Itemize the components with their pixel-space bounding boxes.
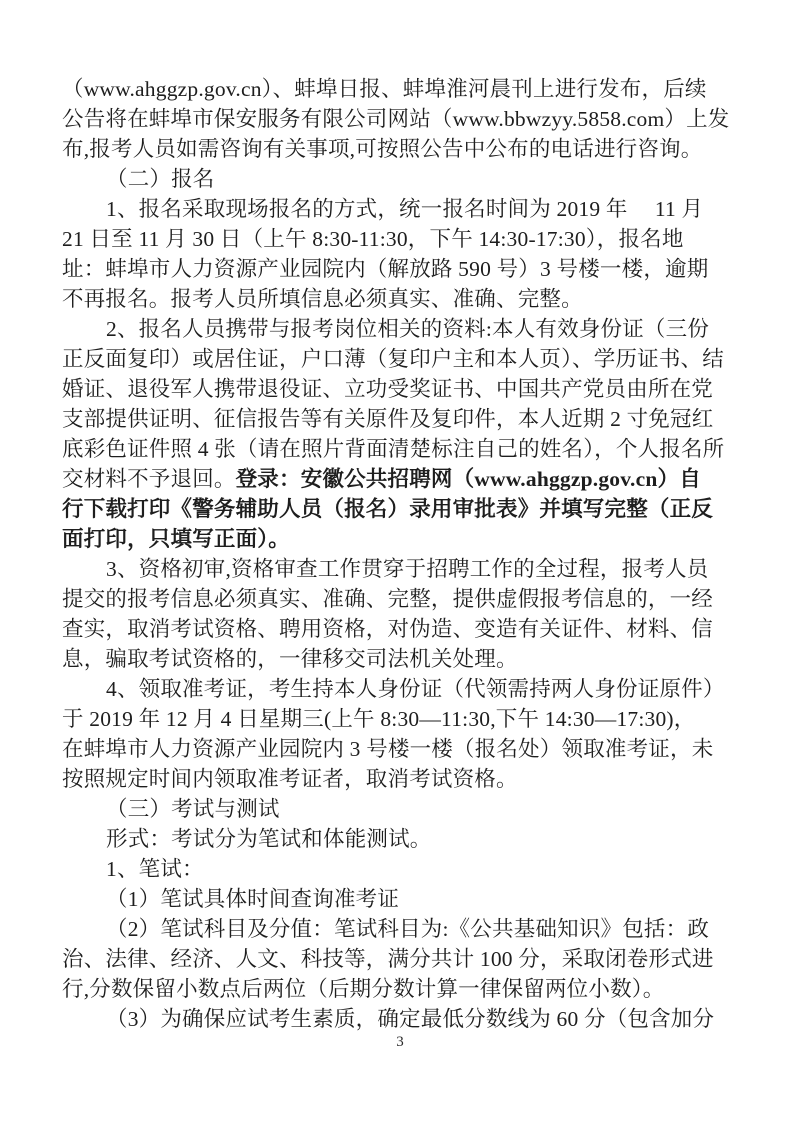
- text-segment: 正反面复印）或居住证，户口薄（复印户主和本人页）、学历证书、结: [62, 347, 724, 371]
- bold-text-segment: 登录：安徽公共招聘网（www.ahggzp.gov.cn）自: [235, 467, 701, 491]
- text-segment: 4、领取准考证，考生持本人身份证（代领需持两人身份证原件）: [106, 677, 725, 701]
- text-segment: 2、报名人员携带与报考岗位相关的资料:本人有效身份证（三份: [106, 317, 710, 341]
- text-line: [62, 194, 723, 224]
- text-segment: （三）考试与测试: [106, 797, 280, 821]
- text-segment: （1）笔试具体时间查询准考证: [106, 887, 400, 911]
- text-segment: 行,分数保留小数点后两位（后期分数计算一律保留两位小数）。: [62, 977, 665, 1001]
- text-line: [62, 374, 723, 404]
- text-segment: 提交的报考信息必须真实、准确、完整，提供虚假报考信息的，一经: [62, 587, 714, 611]
- text-line: [62, 254, 723, 284]
- text-segment: 公告将在蚌埠市保安服务有限公司网站（www.bbwzyy.5858.com）上发: [62, 107, 730, 131]
- text-segment: 不再报名。报考人员所填信息必须真实、准确、完整。: [62, 287, 583, 311]
- text-segment: 治、法律、经济、人文、科技等，满分共计 100 分，采取闭卷形式进: [62, 947, 714, 971]
- text-line: [62, 914, 723, 944]
- text-segment: 形式：考试分为笔试和体能测试。: [106, 827, 432, 851]
- text-line: [62, 134, 723, 164]
- text-line: [62, 314, 723, 344]
- text-segment: 息，骗取考试资格的，一律移交司法机关处理。: [62, 647, 518, 671]
- text-line: [62, 614, 723, 644]
- text-line: [62, 674, 723, 704]
- text-segment: 址：蚌埠市人力资源产业园院内（解放路 590 号）3 号楼一楼，逾期: [62, 257, 709, 281]
- text-segment: 在蚌埠市人力资源产业园院内 3 号楼一楼（报名处）领取准考证，未: [62, 737, 714, 761]
- text-segment: 布,报考人员如需咨询有关事项,可按照公告中公布的电话进行咨询。: [62, 137, 703, 161]
- text-line: [62, 344, 723, 374]
- text-line: [62, 734, 723, 764]
- text-segment: 按照规定时间内领取准考证者，取消考试资格。: [62, 767, 518, 791]
- text-line: [62, 704, 723, 734]
- text-segment: 底彩色证件照 4 张（请在照片背面清楚标注自己的姓名），个人报名所: [62, 437, 725, 461]
- text-line: [62, 644, 723, 674]
- text-segment: 21 日至 11 月 30 日（上午 8:30-11:30，下午 14:30-17:30），报名地: [62, 227, 684, 251]
- text-segment: 3、资格初审,资格审查工作贯穿于招聘工作的全过程，报考人员: [106, 557, 709, 581]
- bold-text-segment: 行下载打印《警务辅助人员（报名）录用审批表》并填写完整（正反: [62, 497, 714, 521]
- text-line: [62, 284, 723, 314]
- text-line: [62, 944, 723, 974]
- text-segment: 于 2019 年 12 月 4 日星期三(上午 8:30—11:30,下午 14:30—17:30)，: [62, 707, 696, 731]
- document-body: [62, 74, 730, 1034]
- text-segment: 支部提供证明、征信报告等有关原件及复印件，本人近期 2 寸免冠红: [62, 407, 714, 431]
- text-segment: （2）笔试科目及分值：笔试科目为:《公共基础知识》包括：政: [106, 917, 710, 941]
- text-line: [62, 74, 723, 104]
- text-line: [62, 554, 723, 584]
- text-line: [62, 524, 723, 554]
- text-line: [62, 164, 723, 194]
- text-line: [62, 824, 723, 854]
- text-line: [62, 494, 723, 524]
- page-number: 3: [396, 1034, 404, 1050]
- text-line: [62, 974, 723, 1004]
- text-line: [62, 224, 723, 254]
- text-segment: （3）为确保应试考生素质，确定最低分数线为 60 分（包含加分: [106, 1007, 715, 1031]
- text-segment: 交材料不予退回。: [62, 467, 236, 491]
- text-segment: 1、报名采取现场报名的方式，统一报名时间为 2019 年 11 月: [106, 197, 704, 221]
- text-segment: （www.ahggzp.gov.cn）、蚌埠日报、蚌埠淮河晨刊上进行发布，后续: [62, 77, 707, 101]
- text-line: [62, 464, 723, 494]
- text-line: [62, 884, 723, 914]
- text-segment: 婚证、退役军人携带退役证、立功受奖证书、中国共产党员由所在党: [62, 377, 714, 401]
- text-line: [62, 404, 723, 434]
- text-segment: 查实，取消考试资格、聘用资格，对伪造、变造有关证件、材料、信: [62, 617, 714, 641]
- text-line: [62, 854, 723, 884]
- bold-text-segment: 面打印，只填写正面）。: [62, 527, 290, 551]
- text-line: [62, 584, 723, 614]
- text-line: [62, 1004, 723, 1034]
- text-segment: （二）报名: [106, 167, 215, 191]
- text-segment: 1、笔试：: [106, 857, 204, 881]
- text-line: [62, 104, 730, 134]
- text-line: [62, 434, 723, 464]
- text-line: [62, 794, 723, 824]
- text-line: [62, 764, 723, 794]
